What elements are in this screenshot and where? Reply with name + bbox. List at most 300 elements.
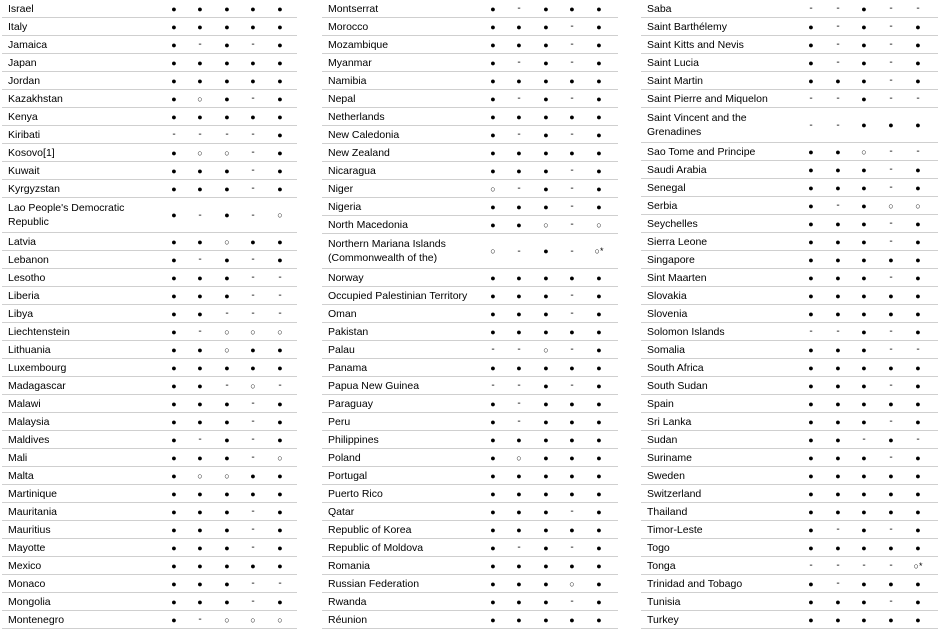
indicator-dot-mark: ● xyxy=(569,417,575,427)
indicator-dot-mark: ● xyxy=(543,543,549,553)
table-row xyxy=(322,395,618,413)
indicator-dot-mark: ● xyxy=(888,435,894,445)
indicator-dot-mark: ● xyxy=(569,435,575,445)
indicator-dash-mark: - xyxy=(889,3,893,14)
indicator-dot-mark: ● xyxy=(596,4,602,14)
indicator-dot-mark: ● xyxy=(569,363,575,373)
indicator-dot-mark: ● xyxy=(888,363,894,373)
indicator-dot-mark: ● xyxy=(808,22,814,32)
indicator-dot-mark: ● xyxy=(171,561,177,571)
table-row xyxy=(2,359,297,377)
indicator-dash-mark: - xyxy=(889,182,893,193)
indicator-dot-mark: ● xyxy=(490,58,496,68)
country-name: Mozambique xyxy=(328,39,389,51)
indicator-dot-mark: ● xyxy=(569,399,575,409)
country-name: Morocco xyxy=(328,21,369,33)
indicator-dot-mark: ● xyxy=(171,615,177,625)
indicator-dash-mark: - xyxy=(517,416,521,427)
indicator-dot-mark: ● xyxy=(808,147,814,157)
country-name: Oman xyxy=(328,308,357,320)
indicator-dot-mark: ● xyxy=(277,525,283,535)
country-name: Myanmar xyxy=(328,57,372,69)
indicator-dot-mark: ● xyxy=(250,561,256,571)
indicator-dot-mark: ● xyxy=(596,507,602,517)
indicator-ring-star-mark: ○* xyxy=(913,561,923,571)
indicator-dot-mark: ● xyxy=(490,273,496,283)
country-name: Kazakhstan xyxy=(8,93,63,105)
country-name: Mayotte xyxy=(8,542,46,554)
table-row xyxy=(641,431,938,449)
table-row xyxy=(641,305,938,323)
indicator-dash-mark: - xyxy=(517,57,521,68)
table-row xyxy=(322,557,618,575)
table-row xyxy=(641,413,938,431)
country-name: Liberia xyxy=(8,290,40,302)
country-name: Malawi xyxy=(8,398,41,410)
indicator-ring-mark: ○ xyxy=(277,615,283,625)
indicator-dot-mark: ● xyxy=(490,453,496,463)
indicator-dot-mark: ● xyxy=(543,507,549,517)
indicator-dot-mark: ● xyxy=(250,363,256,373)
country-name: Rwanda xyxy=(328,596,367,608)
indicator-dot-mark: ● xyxy=(596,40,602,50)
table-row xyxy=(2,521,297,539)
indicator-dot-mark: ● xyxy=(197,345,203,355)
indicator-dot-mark: ● xyxy=(861,471,867,481)
indicator-dot-mark: ● xyxy=(171,210,177,220)
indicator-dash-mark: - xyxy=(198,326,202,337)
country-name: Timor-Leste xyxy=(647,524,703,536)
table-row xyxy=(641,90,938,108)
country-name: Qatar xyxy=(328,506,355,518)
indicator-dot-mark: ● xyxy=(596,489,602,499)
indicator-dot-mark: ● xyxy=(171,40,177,50)
indicator-dot-mark: ● xyxy=(516,435,522,445)
table-column-1 xyxy=(2,0,297,629)
indicator-dash-mark: - xyxy=(517,129,521,140)
table-row xyxy=(2,162,297,180)
indicator-dot-mark: ● xyxy=(277,112,283,122)
indicator-dot-mark: ● xyxy=(835,237,841,247)
indicator-dot-mark: ● xyxy=(224,184,230,194)
indicator-dot-mark: ● xyxy=(171,543,177,553)
table-row xyxy=(2,180,297,198)
indicator-dash-mark: - xyxy=(517,380,521,391)
country-name: Nicaragua xyxy=(328,165,376,177)
indicator-dot-mark: ● xyxy=(543,148,549,158)
indicator-dash-mark: - xyxy=(198,210,202,221)
country-name: Latvia xyxy=(8,236,37,248)
table-row xyxy=(2,36,297,54)
table-row xyxy=(2,593,297,611)
indicator-dot-mark: ● xyxy=(197,525,203,535)
indicator-dot-mark: ● xyxy=(569,471,575,481)
indicator-dot-mark: ● xyxy=(835,471,841,481)
indicator-dot-mark: ● xyxy=(224,210,230,220)
indicator-dash-mark: - xyxy=(570,93,574,104)
country-name: Sao Tome and Principe xyxy=(647,146,756,158)
indicator-dash-mark: - xyxy=(862,560,866,571)
table-row xyxy=(641,377,938,395)
indicator-dot-mark: ● xyxy=(490,309,496,319)
indicator-dot-mark: ● xyxy=(543,309,549,319)
indicator-dash-mark: - xyxy=(570,290,574,301)
indicator-dot-mark: ● xyxy=(835,381,841,391)
country-name: Saint Kitts and Nevis xyxy=(647,39,744,51)
indicator-dot-mark: ● xyxy=(516,561,522,571)
table-row xyxy=(2,467,297,485)
indicator-ring-star-mark: ○* xyxy=(594,246,604,256)
indicator-dot-mark: ● xyxy=(516,615,522,625)
indicator-dot-mark: ● xyxy=(516,166,522,176)
country-name: Mexico xyxy=(8,560,42,572)
country-name: Republic of Korea xyxy=(328,524,412,536)
table-row xyxy=(322,180,618,198)
table-row xyxy=(641,341,938,359)
country-name: New Zealand xyxy=(328,147,390,159)
table-row xyxy=(641,449,938,467)
table-row xyxy=(641,593,938,611)
indicator-dot-mark: ● xyxy=(543,417,549,427)
indicator-dot-mark: ● xyxy=(197,112,203,122)
indicator-dash-mark: - xyxy=(809,3,813,14)
indicator-dot-mark: ● xyxy=(596,184,602,194)
country-name: Kyrgyzstan xyxy=(8,183,60,195)
indicator-ring-mark: ○ xyxy=(224,327,230,337)
table-row xyxy=(641,215,938,233)
indicator-dot-mark: ● xyxy=(171,363,177,373)
indicator-dot-mark: ● xyxy=(808,435,814,445)
indicator-dot-mark: ● xyxy=(861,507,867,517)
indicator-dot-mark: ● xyxy=(835,399,841,409)
table-row xyxy=(641,161,938,179)
table-row xyxy=(2,449,297,467)
table-row xyxy=(2,323,297,341)
indicator-dash-mark: - xyxy=(889,218,893,229)
indicator-dot-mark: ● xyxy=(171,345,177,355)
indicator-dot-mark: ● xyxy=(808,363,814,373)
country-name: Peru xyxy=(328,416,351,428)
indicator-dot-mark: ● xyxy=(543,525,549,535)
indicator-dash-mark: - xyxy=(278,380,282,391)
indicator-dot-mark: ● xyxy=(861,399,867,409)
table-column-2 xyxy=(322,0,618,629)
country-name: Lebanon xyxy=(8,254,49,266)
country-name: Portugal xyxy=(328,470,368,482)
indicator-ring-mark: ○ xyxy=(224,345,230,355)
table-row xyxy=(2,539,297,557)
table-row xyxy=(322,341,618,359)
country-name: Namibia xyxy=(328,75,367,87)
indicator-dot-mark: ● xyxy=(490,202,496,212)
indicator-dot-mark: ● xyxy=(596,130,602,140)
table-row xyxy=(641,269,938,287)
indicator-dash-mark: - xyxy=(570,596,574,607)
indicator-dash-mark: - xyxy=(278,290,282,301)
table-row xyxy=(322,162,618,180)
indicator-dot-mark: ● xyxy=(861,76,867,86)
table-row xyxy=(2,557,297,575)
indicator-dot-mark: ● xyxy=(197,291,203,301)
indicator-dot-mark: ● xyxy=(861,417,867,427)
indicator-dash-mark: - xyxy=(198,39,202,50)
indicator-dot-mark: ● xyxy=(861,543,867,553)
indicator-dot-mark: ● xyxy=(569,525,575,535)
indicator-dot-mark: ● xyxy=(543,130,549,140)
indicator-dash-mark: - xyxy=(251,210,255,221)
table-row xyxy=(322,467,618,485)
table-row xyxy=(2,611,297,629)
indicator-dash-mark: - xyxy=(517,93,521,104)
indicator-ring-mark: ○ xyxy=(277,453,283,463)
indicator-ring-mark: ○ xyxy=(250,327,256,337)
indicator-dot-mark: ● xyxy=(516,202,522,212)
indicator-dash-mark: - xyxy=(889,596,893,607)
indicator-dot-mark: ● xyxy=(277,489,283,499)
indicator-dash-mark: - xyxy=(198,434,202,445)
indicator-dash-mark: - xyxy=(570,183,574,194)
table-row xyxy=(2,377,297,395)
indicator-dash-mark: - xyxy=(916,434,920,445)
indicator-dash-mark: - xyxy=(517,246,521,257)
indicator-dot-mark: ● xyxy=(224,94,230,104)
country-name: Switzerland xyxy=(647,488,702,500)
indicator-dot-mark: ● xyxy=(277,4,283,14)
indicator-dot-mark: ● xyxy=(543,597,549,607)
indicator-dot-mark: ● xyxy=(543,58,549,68)
country-name: Saint Martin xyxy=(647,75,704,87)
indicator-dash-mark: - xyxy=(570,344,574,355)
indicator-dot-mark: ● xyxy=(490,579,496,589)
indicator-dot-mark: ● xyxy=(808,58,814,68)
indicator-dot-mark: ● xyxy=(808,399,814,409)
indicator-dot-mark: ● xyxy=(888,489,894,499)
country-name: Mongolia xyxy=(8,596,51,608)
indicator-ring-mark: ○ xyxy=(197,471,203,481)
indicator-dot-mark: ● xyxy=(915,597,921,607)
indicator-dot-mark: ● xyxy=(516,273,522,283)
country-name: Nigeria xyxy=(328,201,362,213)
indicator-dot-mark: ● xyxy=(516,291,522,301)
country-name: Seychelles xyxy=(647,218,698,230)
indicator-dot-mark: ● xyxy=(516,507,522,517)
indicator-dash-mark: - xyxy=(570,219,574,230)
indicator-dot-mark: ● xyxy=(277,597,283,607)
country-name: Occupied Palestinian Territory xyxy=(328,290,468,302)
indicator-dash-mark: - xyxy=(889,524,893,535)
indicator-dot-mark: ● xyxy=(197,561,203,571)
table-row xyxy=(322,431,618,449)
indicator-dot-mark: ● xyxy=(543,489,549,499)
indicator-dot-mark: ● xyxy=(861,255,867,265)
indicator-dot-mark: ● xyxy=(171,399,177,409)
indicator-dash-mark: - xyxy=(251,434,255,445)
indicator-dot-mark: ● xyxy=(516,22,522,32)
indicator-dot-mark: ● xyxy=(171,327,177,337)
country-name: Réunion xyxy=(328,614,368,626)
indicator-dash-mark: - xyxy=(570,542,574,553)
indicator-dash-mark: - xyxy=(517,3,521,14)
indicator-dot-mark: ● xyxy=(808,201,814,211)
indicator-ring-mark: ○ xyxy=(915,201,921,211)
indicator-dot-mark: ● xyxy=(915,165,921,175)
country-name: Senegal xyxy=(647,182,686,194)
indicator-dot-mark: ● xyxy=(516,148,522,158)
indicator-dot-mark: ● xyxy=(197,22,203,32)
indicator-dash-mark: - xyxy=(889,452,893,463)
indicator-dot-mark: ● xyxy=(596,597,602,607)
indicator-dot-mark: ● xyxy=(516,471,522,481)
indicator-dot-mark: ● xyxy=(808,453,814,463)
indicator-dot-mark: ● xyxy=(171,435,177,445)
indicator-dot-mark: ● xyxy=(835,76,841,86)
country-name: Saint Lucia xyxy=(647,57,699,69)
table-row xyxy=(2,341,297,359)
indicator-dot-mark: ● xyxy=(808,471,814,481)
indicator-dot-mark: ● xyxy=(835,273,841,283)
indicator-dash-mark: - xyxy=(517,183,521,194)
indicator-dot-mark: ● xyxy=(808,165,814,175)
indicator-dot-mark: ● xyxy=(808,219,814,229)
country-name: Poland xyxy=(328,452,361,464)
country-name: Trinidad and Tobago xyxy=(647,578,743,590)
country-name: Romania xyxy=(328,560,371,572)
indicator-ring-mark: ○ xyxy=(543,220,549,230)
indicator-dot-mark: ● xyxy=(861,22,867,32)
indicator-dot-mark: ● xyxy=(596,58,602,68)
indicator-dot-mark: ● xyxy=(915,417,921,427)
country-name: Panama xyxy=(328,362,368,374)
indicator-dot-mark: ● xyxy=(171,112,177,122)
table-row xyxy=(2,251,297,269)
indicator-dot-mark: ● xyxy=(277,166,283,176)
indicator-dot-mark: ● xyxy=(197,543,203,553)
indicator-dot-mark: ● xyxy=(861,453,867,463)
indicator-dash-mark: - xyxy=(836,326,840,337)
table-row xyxy=(2,233,297,251)
indicator-dot-mark: ● xyxy=(171,471,177,481)
indicator-dot-mark: ● xyxy=(171,237,177,247)
indicator-dot-mark: ● xyxy=(861,489,867,499)
indicator-dash-mark: - xyxy=(836,3,840,14)
indicator-dot-mark: ● xyxy=(543,166,549,176)
indicator-dot-mark: ● xyxy=(915,291,921,301)
indicator-ring-mark: ○ xyxy=(569,579,575,589)
table-row xyxy=(322,54,618,72)
table-row xyxy=(2,108,297,126)
table-row xyxy=(641,323,938,341)
country-name: Sint Maarten xyxy=(647,272,707,284)
indicator-dot-mark: ● xyxy=(861,597,867,607)
country-name: Paraguay xyxy=(328,398,373,410)
country-name: Japan xyxy=(8,57,37,69)
indicator-dot-mark: ● xyxy=(543,453,549,463)
indicator-dash-mark: - xyxy=(836,21,840,32)
indicator-dot-mark: ● xyxy=(596,561,602,571)
indicator-dash-mark: - xyxy=(809,560,813,571)
country-name: Philippines xyxy=(328,434,379,446)
indicator-dot-mark: ● xyxy=(543,40,549,50)
indicator-dot-mark: ● xyxy=(861,345,867,355)
indicator-dot-mark: ● xyxy=(808,615,814,625)
indicator-dash-mark: - xyxy=(251,416,255,427)
indicator-dot-mark: ● xyxy=(490,40,496,50)
indicator-dash-mark: - xyxy=(251,578,255,589)
indicator-dot-mark: ● xyxy=(915,273,921,283)
indicator-dot-mark: ● xyxy=(277,471,283,481)
country-name: Palau xyxy=(328,344,355,356)
table-row xyxy=(322,287,618,305)
country-name: Solomon Islands xyxy=(647,326,725,338)
indicator-dot-mark: ● xyxy=(915,507,921,517)
table-row xyxy=(641,251,938,269)
indicator-dot-mark: ● xyxy=(277,22,283,32)
table-row xyxy=(641,359,938,377)
indicator-ring-mark: ○ xyxy=(490,246,496,256)
country-name: Montserrat xyxy=(328,3,379,15)
indicator-ring-mark: ○ xyxy=(224,148,230,158)
table-row xyxy=(322,485,618,503)
indicator-dot-mark: ● xyxy=(224,112,230,122)
indicator-dot-mark: ● xyxy=(543,94,549,104)
table-row xyxy=(641,18,938,36)
indicator-dash-mark: - xyxy=(570,201,574,212)
indicator-dot-mark: ● xyxy=(596,94,602,104)
indicator-dot-mark: ● xyxy=(490,417,496,427)
indicator-dot-mark: ● xyxy=(569,273,575,283)
indicator-dash-mark: - xyxy=(889,326,893,337)
indicator-dot-mark: ● xyxy=(171,579,177,589)
indicator-dot-mark: ● xyxy=(835,363,841,373)
indicator-dot-mark: ● xyxy=(197,453,203,463)
indicator-dash-mark: - xyxy=(916,344,920,355)
indicator-dot-mark: ● xyxy=(808,40,814,50)
country-name: Niger xyxy=(328,183,354,195)
table-row xyxy=(641,108,938,143)
indicator-dot-mark: ● xyxy=(569,4,575,14)
indicator-dot-mark: ● xyxy=(490,327,496,337)
indicator-dot-mark: ● xyxy=(861,309,867,319)
indicator-dot-mark: ● xyxy=(490,507,496,517)
country-name: Kenya xyxy=(8,111,38,123)
indicator-dot-mark: ● xyxy=(171,255,177,265)
indicator-dot-mark: ● xyxy=(915,120,921,130)
table-row xyxy=(322,198,618,216)
indicator-dot-mark: ● xyxy=(171,597,177,607)
indicator-dot-mark: ● xyxy=(516,309,522,319)
table-row xyxy=(641,197,938,215)
table-row xyxy=(641,503,938,521)
indicator-dot-mark: ● xyxy=(490,597,496,607)
indicator-dot-mark: ● xyxy=(915,76,921,86)
indicator-dot-mark: ● xyxy=(915,363,921,373)
table-row xyxy=(322,611,618,629)
indicator-dot-mark: ● xyxy=(224,525,230,535)
indicator-dot-mark: ● xyxy=(277,399,283,409)
indicator-ring-mark: ○ xyxy=(543,345,549,355)
indicator-dash-mark: - xyxy=(251,272,255,283)
indicator-dot-mark: ● xyxy=(224,273,230,283)
indicator-dash-mark: - xyxy=(198,614,202,625)
indicator-dot-mark: ● xyxy=(888,579,894,589)
country-name: Slovakia xyxy=(647,290,687,302)
indicator-dot-mark: ● xyxy=(808,597,814,607)
indicator-dot-mark: ● xyxy=(197,363,203,373)
indicator-dot-mark: ● xyxy=(490,291,496,301)
country-name: Netherlands xyxy=(328,111,385,123)
country-name: Sri Lanka xyxy=(647,416,692,428)
country-name: Republic of Moldova xyxy=(328,542,424,554)
